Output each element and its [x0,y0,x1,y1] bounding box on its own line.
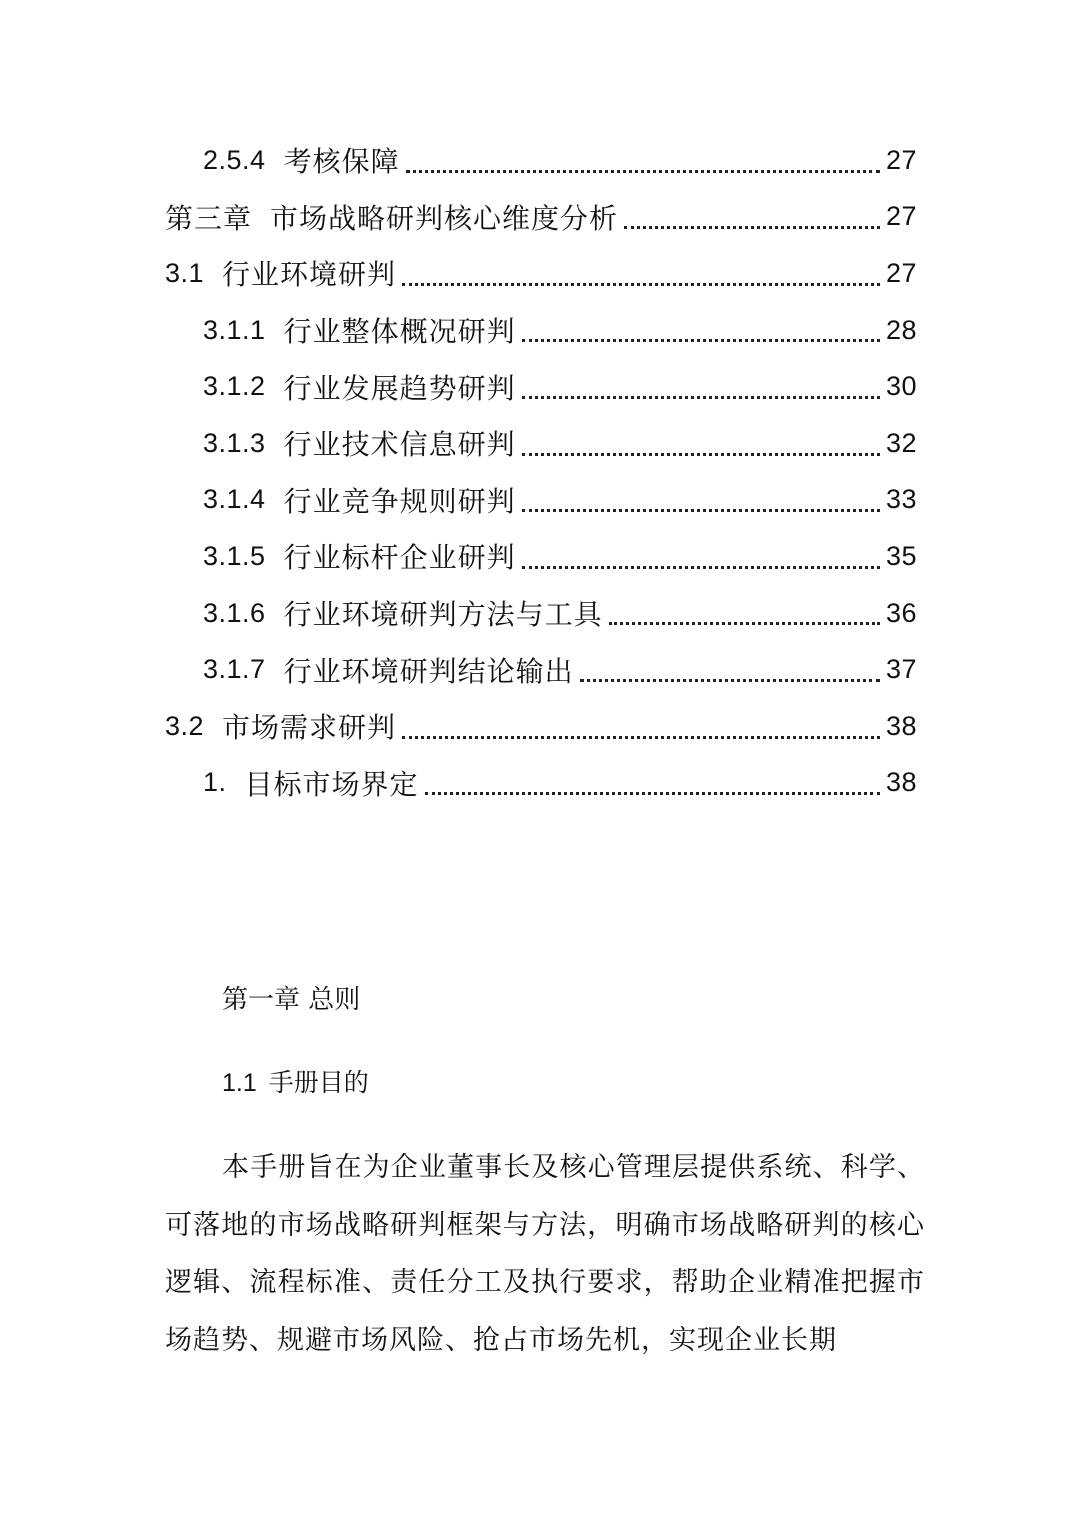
toc-entry-page: 33 [885,484,917,515]
toc-entry[interactable] [165,472,917,529]
toc-entry[interactable] [165,358,917,415]
chapter-heading: 第一章 总则 [222,985,361,1015]
toc-entry-page: 36 [885,597,917,628]
section-heading [222,1058,925,1108]
toc-entry-title: 行业环境研判 [222,258,397,292]
toc-dot-leader [522,338,880,342]
section-title: 手册目的 [268,1068,369,1097]
toc-entry-page: 27 [885,201,917,232]
toc-entry-title: 市场战略研判核心维度分析 [270,201,619,235]
toc-entry-title: 行业技术信息研判 [283,428,516,462]
toc-entry[interactable] [165,189,917,246]
toc-entry-page: 30 [885,371,917,402]
toc-entry-number: 3.1.1 [203,314,266,345]
toc-entry[interactable] [165,698,917,755]
toc-entry-title: 行业整体概况研判 [283,315,516,349]
toc-entry-title: 目标市场界定 [244,767,419,801]
toc-dot-leader [580,678,880,682]
body-paragraph: 本手册旨在为企业董事长及核心管理层提供系统、科学、可落地的市场战略研判框架与方法，明确市场战略研判的核心逻辑、流程标准、责任分工及执行要求，帮助企业精准把握市场趋势、规避市场风险、抢占市场先机，实现企业长期 [165,1152,925,1356]
toc-entry-page: 35 [885,540,917,571]
toc-entry-title: 行业竞争规则研判 [283,484,516,518]
toc-entry-number: 第三章 [165,201,253,235]
toc-entry-title: 行业环境研判结论输出 [283,654,574,688]
toc-entry-number: 3.1 [165,257,205,288]
toc-entry-page: 28 [885,314,917,345]
toc-entry-number: 3.2 [165,710,205,741]
toc-entry-number: 1. [203,767,227,798]
toc-entry[interactable] [165,132,917,189]
toc-entry-number: 3.1.6 [203,597,266,628]
toc-dot-leader [624,225,880,229]
toc-entry-title: 行业环境研判方法与工具 [283,598,603,632]
toc-entry[interactable] [165,245,917,302]
toc-entry[interactable] [165,641,917,698]
toc-entry[interactable] [165,302,917,359]
toc-dot-leader [406,169,880,173]
toc-entry-page: 38 [885,767,917,798]
table-of-contents [165,132,917,811]
toc-entry-number: 3.1.4 [203,484,266,515]
toc-entry-page: 38 [885,710,917,741]
toc-entry[interactable] [165,585,917,642]
toc-dot-leader [522,395,880,399]
toc-dot-leader [522,565,880,569]
toc-entry-title: 行业标杆企业研判 [283,541,516,575]
document-body [165,975,925,1369]
toc-entry[interactable] [165,528,917,585]
toc-entry-title: 行业发展趋势研判 [283,371,516,405]
toc-entry[interactable] [165,415,917,472]
toc-entry-page: 32 [885,427,917,458]
toc-entry-number: 3.1.2 [203,371,266,402]
toc-entry[interactable] [165,755,917,812]
toc-dot-leader [402,282,880,286]
toc-entry-number: 3.1.7 [203,654,266,685]
toc-entry-title: 考核保障 [283,145,400,179]
toc-dot-leader [425,791,880,795]
toc-dot-leader [522,508,880,512]
toc-dot-leader [609,621,880,625]
toc-entry-page: 37 [885,654,917,685]
toc-dot-leader [522,452,880,456]
toc-entry-page: 27 [885,144,917,175]
toc-entry-number: 2.5.4 [203,144,266,175]
toc-entry-title: 市场需求研判 [222,711,397,745]
toc-entry-number: 3.1.5 [203,540,266,571]
toc-dot-leader [402,735,880,739]
section-number: 1.1 [222,1069,257,1097]
toc-entry-number: 3.1.3 [203,427,266,458]
toc-entry-page: 27 [885,257,917,288]
